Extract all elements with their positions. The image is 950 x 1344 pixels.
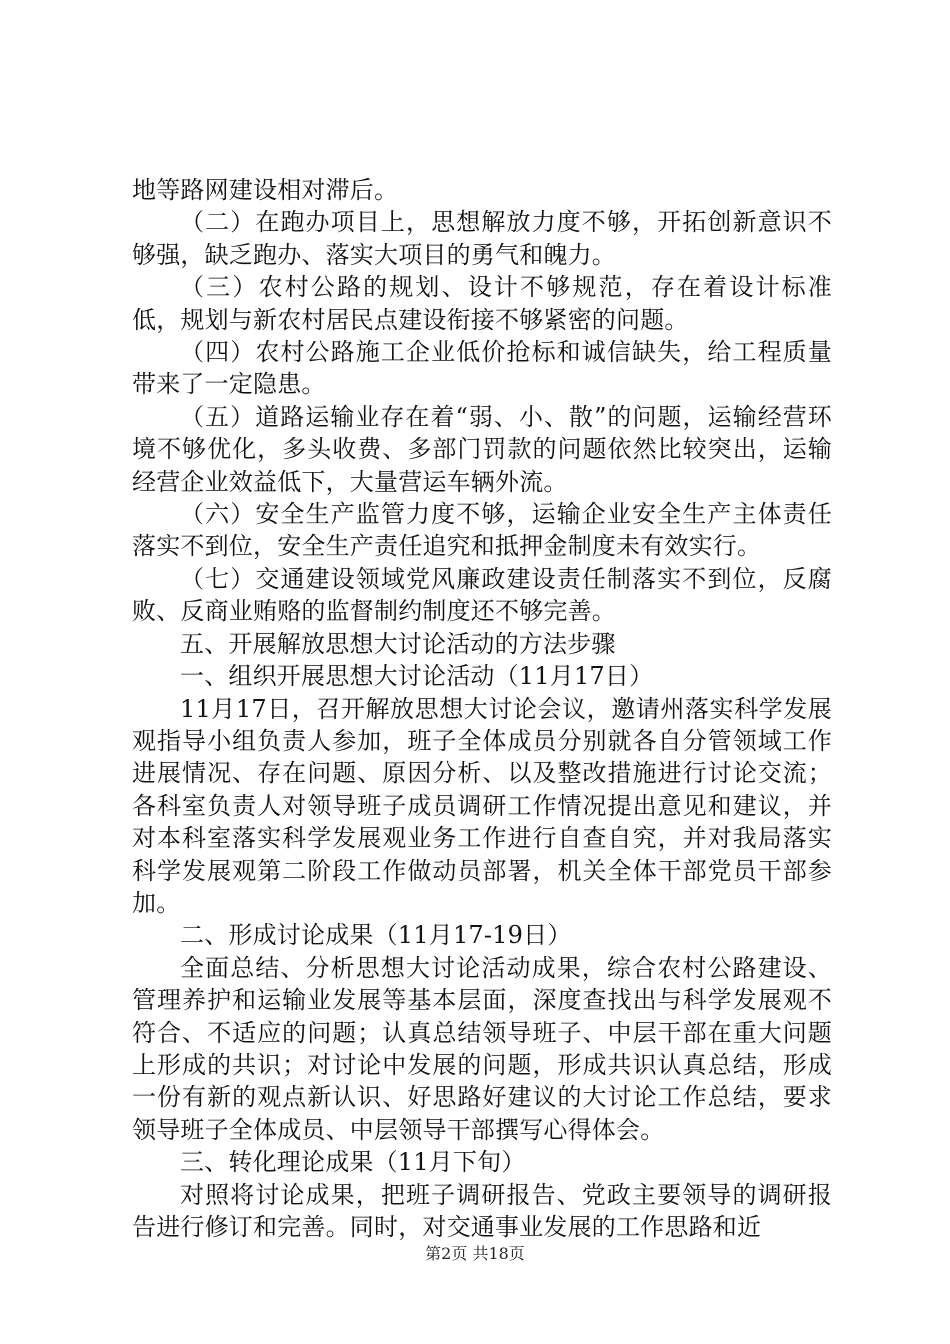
- paragraph: 全面总结、分析思想大讨论活动成果，综合农村公路建设、管理养护和运输业发展等基本层面，深度查找出与科学发展观不符合、不适应的问题；认真总结领导班子、中层干部在重大问题上形成的共识；对讨论中发展的问题，形成共识认真总结，形成一份有新的观点新认识、好思路好建议的大讨论工作总结，要求领导班子全体成员、中层领导干部撰写心得体会。: [132, 953, 832, 1144]
- paragraph: 地等路网建设相对滞后。: [132, 176, 399, 204]
- paragraph: 三、转化理论成果（11月下旬）: [180, 1148, 526, 1177]
- page-footer: 第2页 共18页: [425, 1244, 525, 1263]
- paragraph: （五）道路运输业存在着“弱、小、散”的问题，运输经营环境不够优化，多头收费、多部门罚款的问题依然比较突出，运输经营企业效益低下，大量营运车辆外流。: [132, 402, 832, 496]
- paragraph: （七）交通建设领域党风廉政建设责任制落实不到位，反腐败、反商业贿赂的监督制约制度还不够完善。: [132, 564, 832, 626]
- paragraph: （六）安全生产监管力度不够，运输企业安全生产主体责任落实不到位，安全生产责任追究和抵押金制度未有效实行。: [132, 500, 832, 561]
- paragraph: （四）农村公路施工企业低价抢标和诚信缺失，给工程质量带来了一定隐患。: [132, 338, 832, 399]
- paragraph: 二、形成讨论成果（11月17-19日）: [180, 921, 572, 950]
- paragraph: 五、开展解放思想大讨论活动的方法步骤: [180, 629, 616, 658]
- paragraph: （三）农村公路的规划、设计不够规范，存在着设计标准低，规划与新农村居民点建设衔接不够紧密的问题。: [132, 273, 832, 334]
- paragraph: 11月17日，召开解放思想大讨论会议，邀请州落实科学发展观指导小组负责人参加，班子全体成员分别就各自分管领域工作进展情况、存在问题、原因分析、以及整改措施进行讨论交流；各科室负责人对领导班子成员调研工作情况提出意见和建议，并对本科室落实科学发展观业务工作进行自查自究，并对我局落实科学发展观第二阶段工作做动员部署，机关全体干部党员干部参加。: [132, 694, 832, 917]
- paragraph: （二）在跑办项目上，思想解放力度不够，开拓创新意识不够强，缺乏跑办、落实大项目的勇气和魄力。: [132, 208, 832, 269]
- paragraph: 一、组织开展思想大讨论活动（11月17日）: [180, 662, 654, 691]
- document-body: [132, 174, 832, 1243]
- paragraph: 对照将讨论成果，把班子调研报告、党政主要领导的调研报告进行修订和完善。同时，对交通事业发展的工作思路和近: [132, 1180, 832, 1241]
